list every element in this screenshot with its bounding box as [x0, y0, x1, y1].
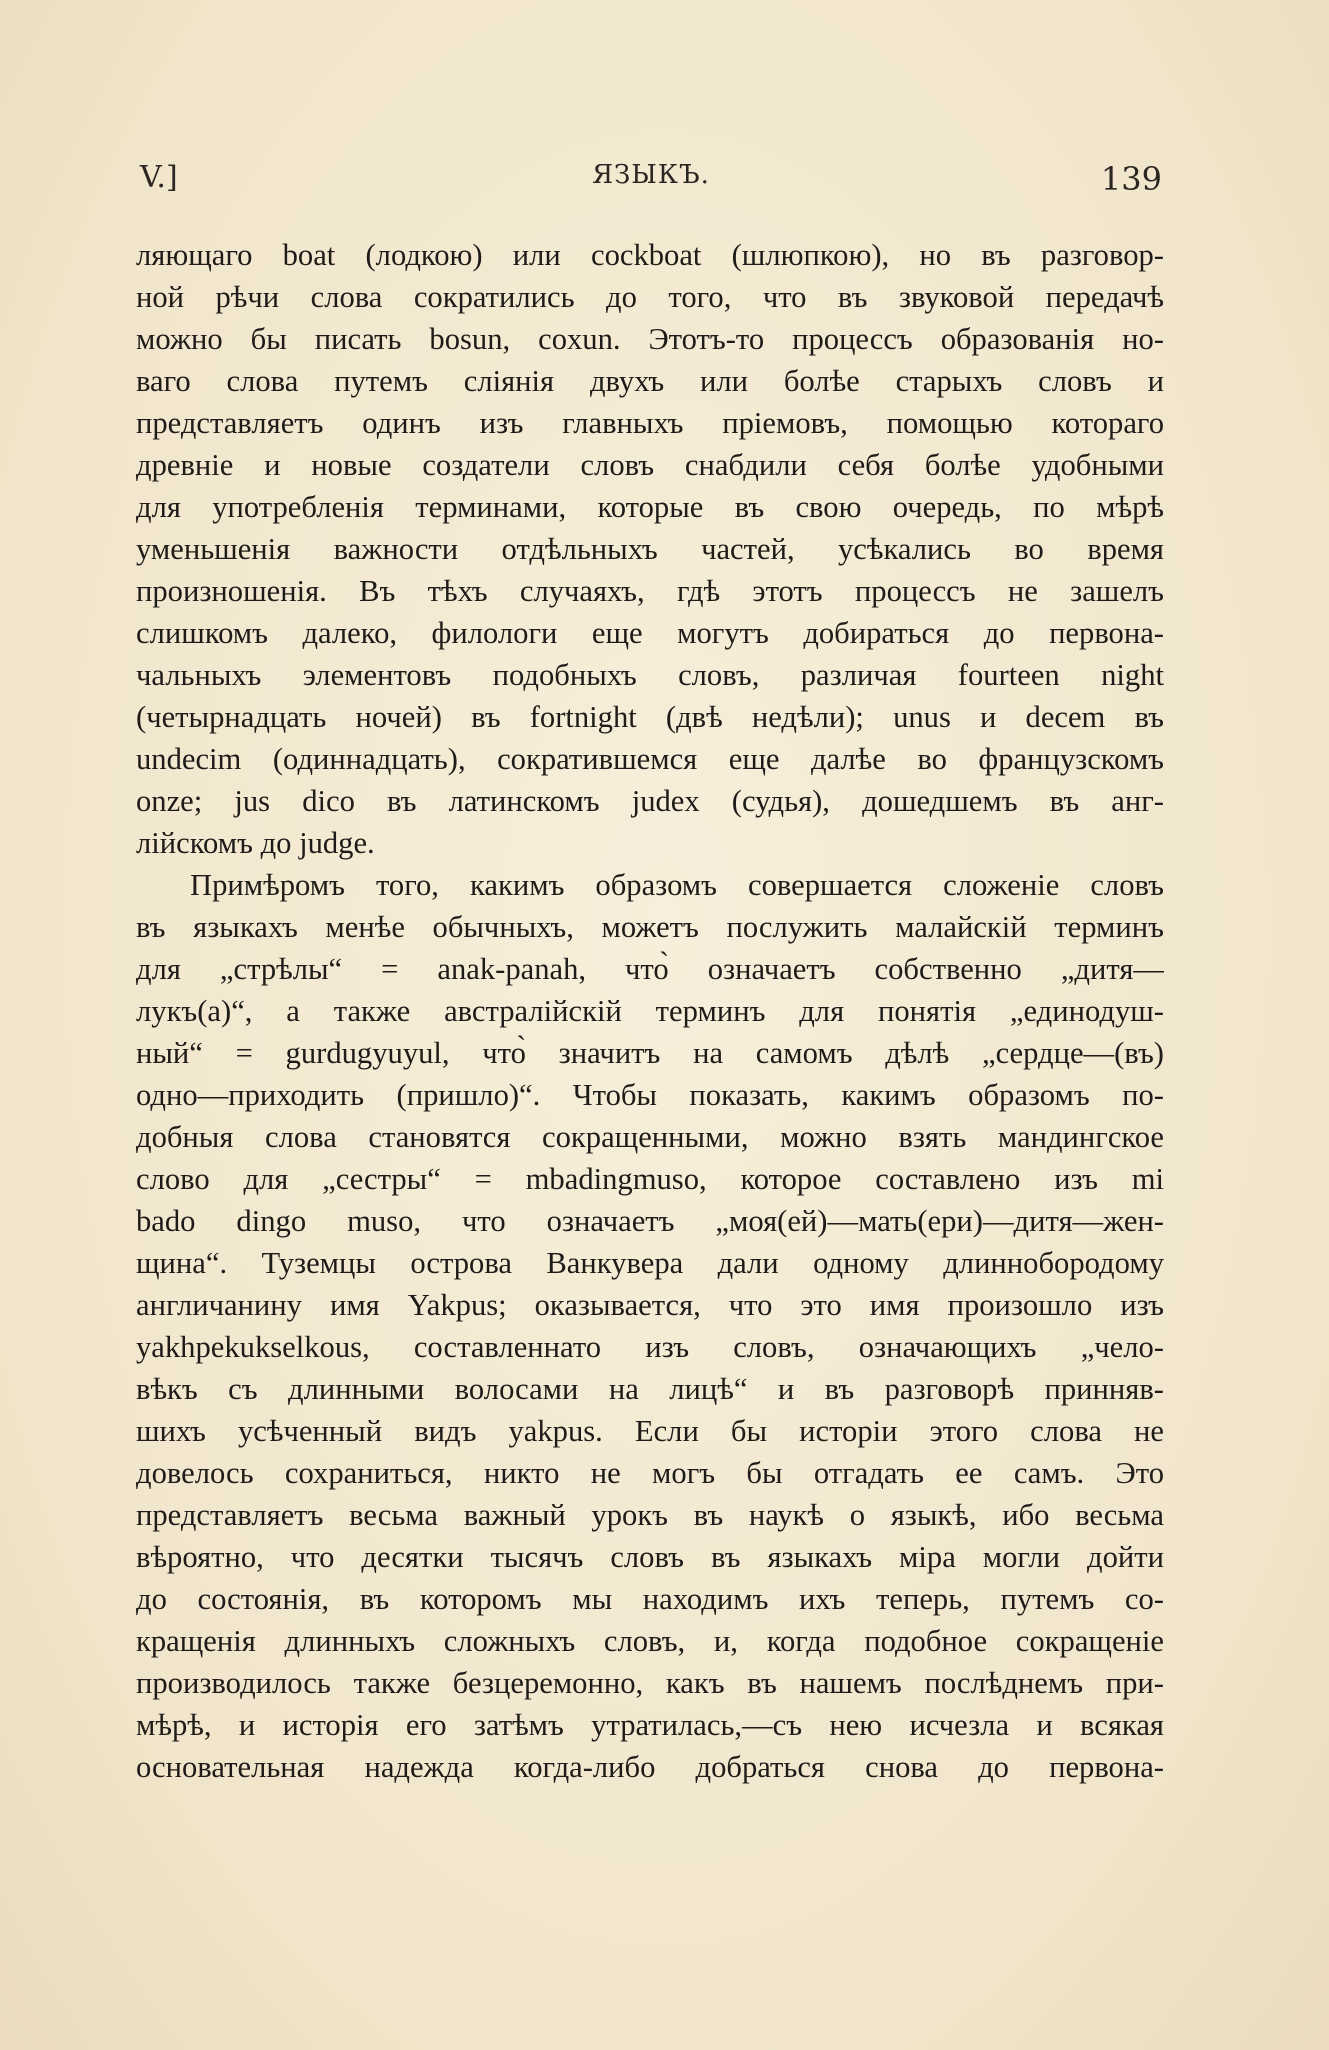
text-line: щина“. Туземцы острова Ванкувера дали одному длиннобородому [136, 1246, 1164, 1280]
text-line: onze; jus dico въ латинскомъ judex (судья), дошедшемъ въ анг- [136, 784, 1164, 818]
text-line: одно—приходить (пришло)“. Чтобы показать, какимъ образомъ по- [136, 1078, 1164, 1112]
chapter-marker: V.] [140, 160, 178, 195]
text-line: лукъ(а)“, а также австралійскій терминъ для понятія „единодуш- [136, 994, 1164, 1028]
text-line: уменьшенія важности отдѣльныхъ частей, усѣкались во время [136, 532, 1164, 566]
text-line: представляетъ одинъ изъ главныхъ пріемовъ, помощью котораго [136, 406, 1164, 440]
text-line: undecim (одиннадцать), сократившемся еще далѣе во французскомъ [136, 742, 1164, 776]
text-line: слово для „сестры“ = mbadingmuso, которое составлено изъ mi [136, 1162, 1164, 1196]
text-line: произношенія. Въ тѣхъ случаяхъ, гдѣ этотъ процессъ не зашелъ [136, 574, 1164, 608]
text-line: до состоянія, въ которомъ мы находимъ ихъ теперь, путемъ со- [136, 1582, 1164, 1616]
text-line: bado dingo muso, что означаетъ „моя(ей)—мать(ери)—дитя—жен- [136, 1204, 1164, 1238]
running-header [140, 160, 1162, 200]
text-line: производилось также безцеремонно, какъ въ нашемъ послѣднемъ при- [136, 1666, 1164, 1700]
text-line: представляетъ весьма важный урокъ въ наукѣ о языкѣ, ибо весьма [136, 1498, 1164, 1532]
page-number: 139 [1100, 160, 1162, 198]
text-line: основательная надежда когда-либо добраться снова до первона- [136, 1750, 1164, 1784]
text-line: для употребленія терминами, которые въ свою очередь, по мѣрѣ [136, 490, 1164, 524]
text-line: чальныхъ элементовъ подобныхъ словъ, различая fourteen night [136, 658, 1164, 692]
running-title: ЯЗЫКЪ. [592, 160, 710, 190]
text-line: добныя слова становятся сокращенными, можно взять мандингское [136, 1120, 1164, 1154]
text-line: въ языкахъ менѣе обычныхъ, можетъ послужить малайскій терминъ [136, 910, 1164, 944]
text-line: древніе и новые создатели словъ снабдили себя болѣе удобными [136, 448, 1164, 482]
text-line: довелось сохраниться, никто не могъ бы отгадать ее самъ. Это [136, 1456, 1164, 1490]
text-line: англичанину имя Yakpus; оказывается, что это имя произошло изъ [136, 1288, 1164, 1322]
body-text [136, 234, 1164, 1788]
text-line: для „стрѣлы“ = anak-panah, что̀ означаетъ собственно „дитя— [136, 952, 1164, 986]
text-line: ной рѣчи слова сократились до того, что въ звуковой передачѣ [136, 280, 1164, 314]
text-line: вѣроятно, что десятки тысячъ словъ въ языкахъ міра могли дойти [136, 1540, 1164, 1574]
text-line: слишкомъ далеко, филологи еще могутъ добираться до первона- [136, 616, 1164, 650]
text-line: кращенія длинныхъ сложныхъ словъ, и, когда подобное сокращеніе [136, 1624, 1164, 1658]
text-line: вѣкъ съ длинными волосами на лицѣ“ и въ разговорѣ принняв- [136, 1372, 1164, 1406]
text-line: ваго слова путемъ сліянія двухъ или болѣе старыхъ словъ и [136, 364, 1164, 398]
text-line: ляющаго boat (лодкою) или cockboat (шлюпкою), но въ разговор- [136, 238, 1164, 272]
text-line: лійскомъ до judge. [136, 826, 375, 860]
text-line: шихъ усѣченный видъ yakpus. Если бы исторіи этого слова не [136, 1414, 1164, 1448]
text-line: мѣрѣ, и исторія его затѣмъ утратилась,—съ нею исчезла и всякая [136, 1708, 1164, 1742]
text-line: yakhpekukselkous, составленнато изъ словъ, означающихъ „чело- [136, 1330, 1164, 1364]
text-line: (четырнадцать ночей) въ fortnight (двѣ недѣли); unus и decem въ [136, 700, 1164, 734]
text-line: Примѣромъ того, какимъ образомъ совершается сложеніе словъ [190, 868, 1164, 902]
text-line: ный“ = gurdugyuyul, что̀ значитъ на самомъ дѣлѣ „сердце—(въ) [136, 1036, 1164, 1070]
text-line: можно бы писать bosun, coxun. Этотъ-то процессъ образованія но- [136, 322, 1164, 356]
